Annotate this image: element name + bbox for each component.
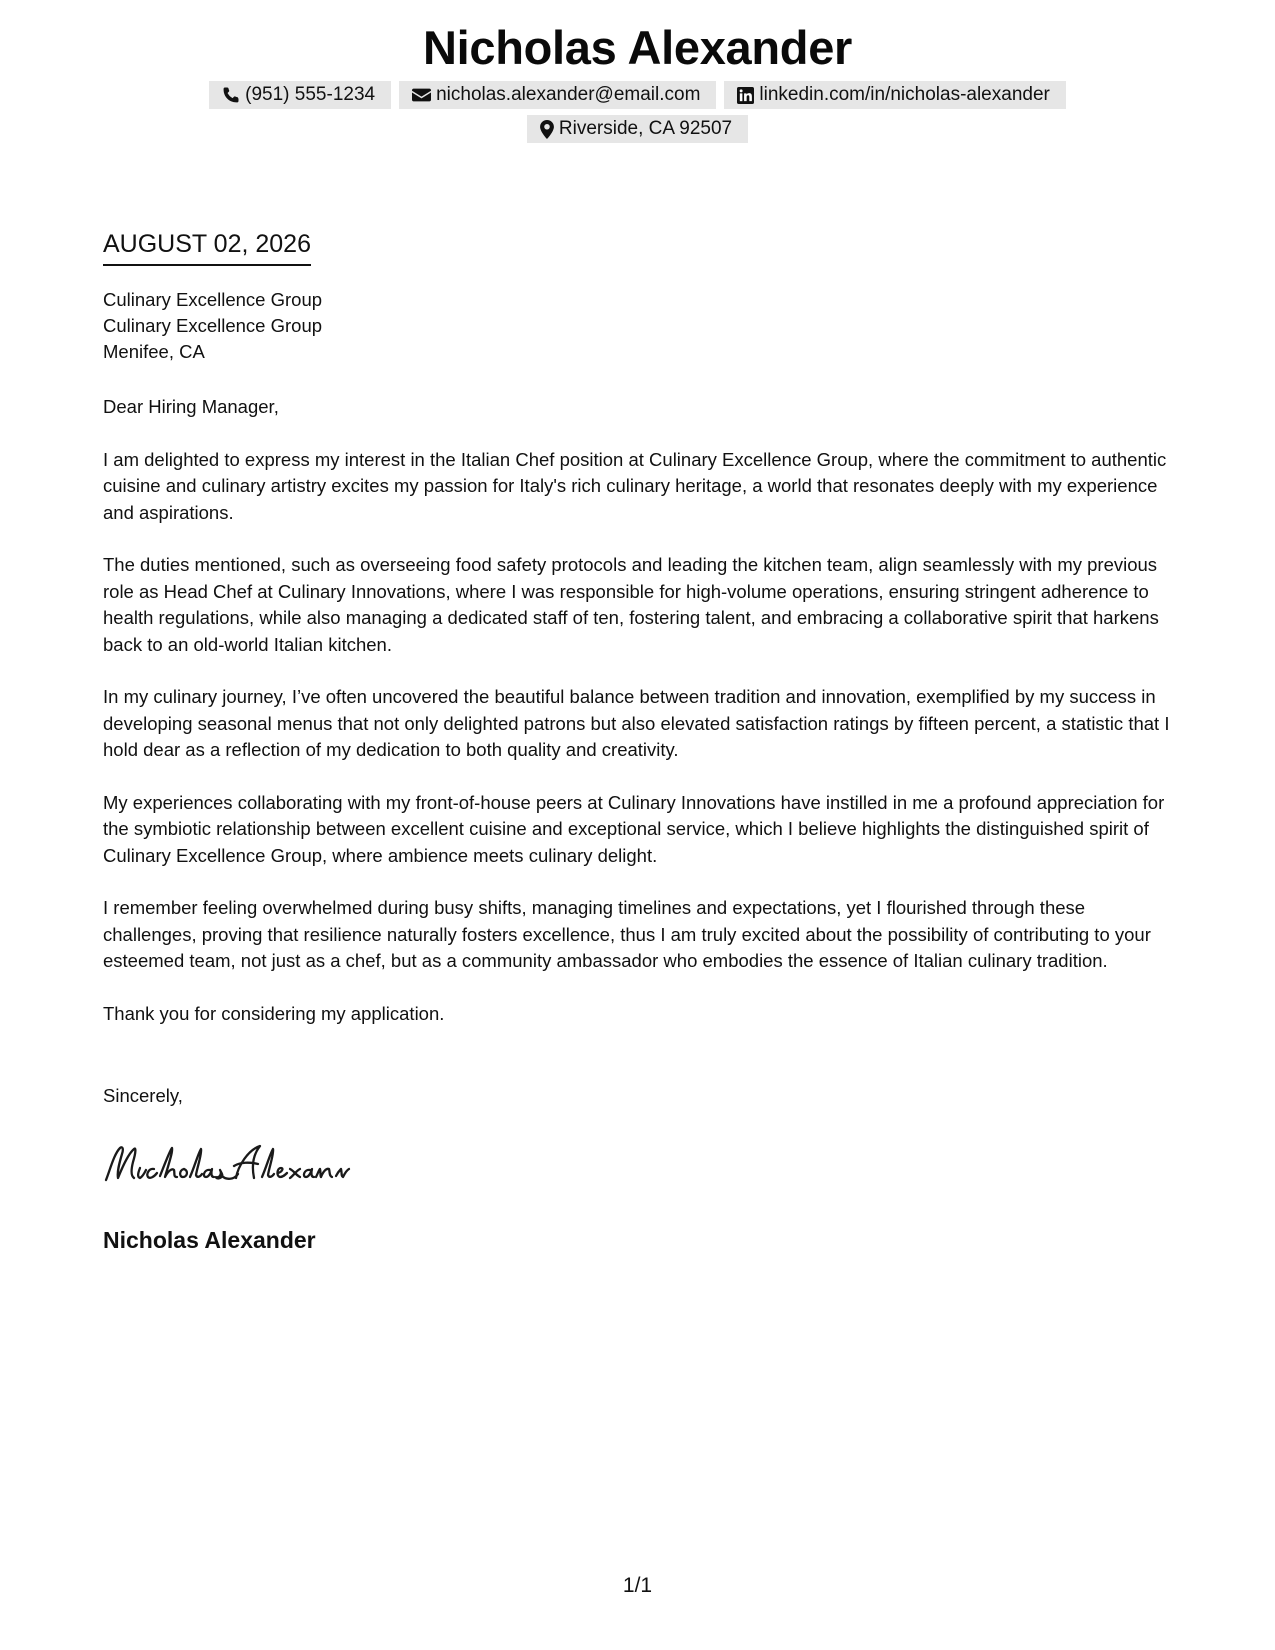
phone-icon: [222, 86, 240, 104]
envelope-icon: [412, 87, 431, 103]
letter-body: [103, 394, 1183, 1053]
contact-row: [0, 81, 1275, 109]
body-paragraph: My experiences collaborating with my front-of-house peers at Culinary Innovations have instilled in me a profound appreciation for the symbiotic relationship between excellent cuisine and exceptional service, which I believe highlights the distinguished spirit of Culinary Excellence Group, where ambience meets culinary delight.: [103, 791, 1165, 866]
applicant-name: Nicholas Alexander: [422, 21, 853, 74]
location-text: Riverside, CA 92507: [558, 118, 733, 139]
closing-line: Thank you for considering my application.: [103, 1002, 445, 1024]
page-number: 1/1: [622, 1574, 653, 1597]
contact-row-location: [0, 115, 1275, 143]
body-paragraph: I am delighted to express my interest in the Italian Chef position at Culinary Excellence Group, where the commitment to authentic cuisine and culinary artistry excites my passion for Italy's rich culinary heritage, a world that resonates deeply with my experience and aspirations.: [103, 448, 1167, 523]
salutation: Dear Hiring Manager,: [103, 396, 279, 417]
linkedin-icon: [737, 87, 754, 104]
recipient-line: Culinary Excellence Group: [103, 315, 323, 336]
contact-email: [399, 81, 716, 109]
recipient-block: [103, 287, 322, 365]
body-paragraph: I remember feeling overwhelmed during busy shifts, managing timelines and expectations, yet I flourished through these challenges, proving that resilience naturally fosters excellence, thus I am truly excited about the possibility of contributing to your esteemed team, not just as a chef, but as a community ambassador who embodies the essence of Italian culinary tradition.: [103, 897, 1151, 971]
recipient-line: Culinary Excellence Group: [103, 289, 323, 310]
body-paragraph: The duties mentioned, such as overseeing food safety protocols and leading the kitchen team, align seamlessly with my previous role as Head Chef at Culinary Innovations, where I was responsible for high-volume operations, ensuring stringent adherence to health regulations, while also managing a dedicated staff of ten, fostering talent, and embracing a collaborative spirit that harkens back to an old-world Italian kitchen.: [103, 554, 1159, 655]
contact-phone: [209, 81, 391, 109]
body-paragraph: In my culinary journey, I’ve often uncovered the beautiful balance between tradition and innovation, exemplified by my success in developing seasonal menus that not only delighted patrons but also elevated satisfaction ratings by fifteen percent, a statistic that I hold dear as a reflection of my dedication to both quality and creativity.: [103, 686, 1170, 760]
handwritten-signature: [100, 1140, 370, 1190]
recipient-line: Menifee, CA: [103, 341, 205, 362]
contact-location: [527, 115, 748, 143]
sign-off: Sincerely,: [103, 1085, 183, 1106]
contact-linkedin: [724, 81, 1065, 109]
map-marker-icon: [540, 120, 554, 139]
letter-date: AUGUST 02, 2026: [103, 228, 311, 266]
phone-text: (951) 555-1234: [245, 84, 376, 105]
signer-name: Nicholas Alexander: [103, 1227, 316, 1253]
email-text: nicholas.alexander@email.com: [436, 84, 701, 105]
linkedin-text: linkedin.com/in/nicholas-alexander: [759, 84, 1050, 105]
